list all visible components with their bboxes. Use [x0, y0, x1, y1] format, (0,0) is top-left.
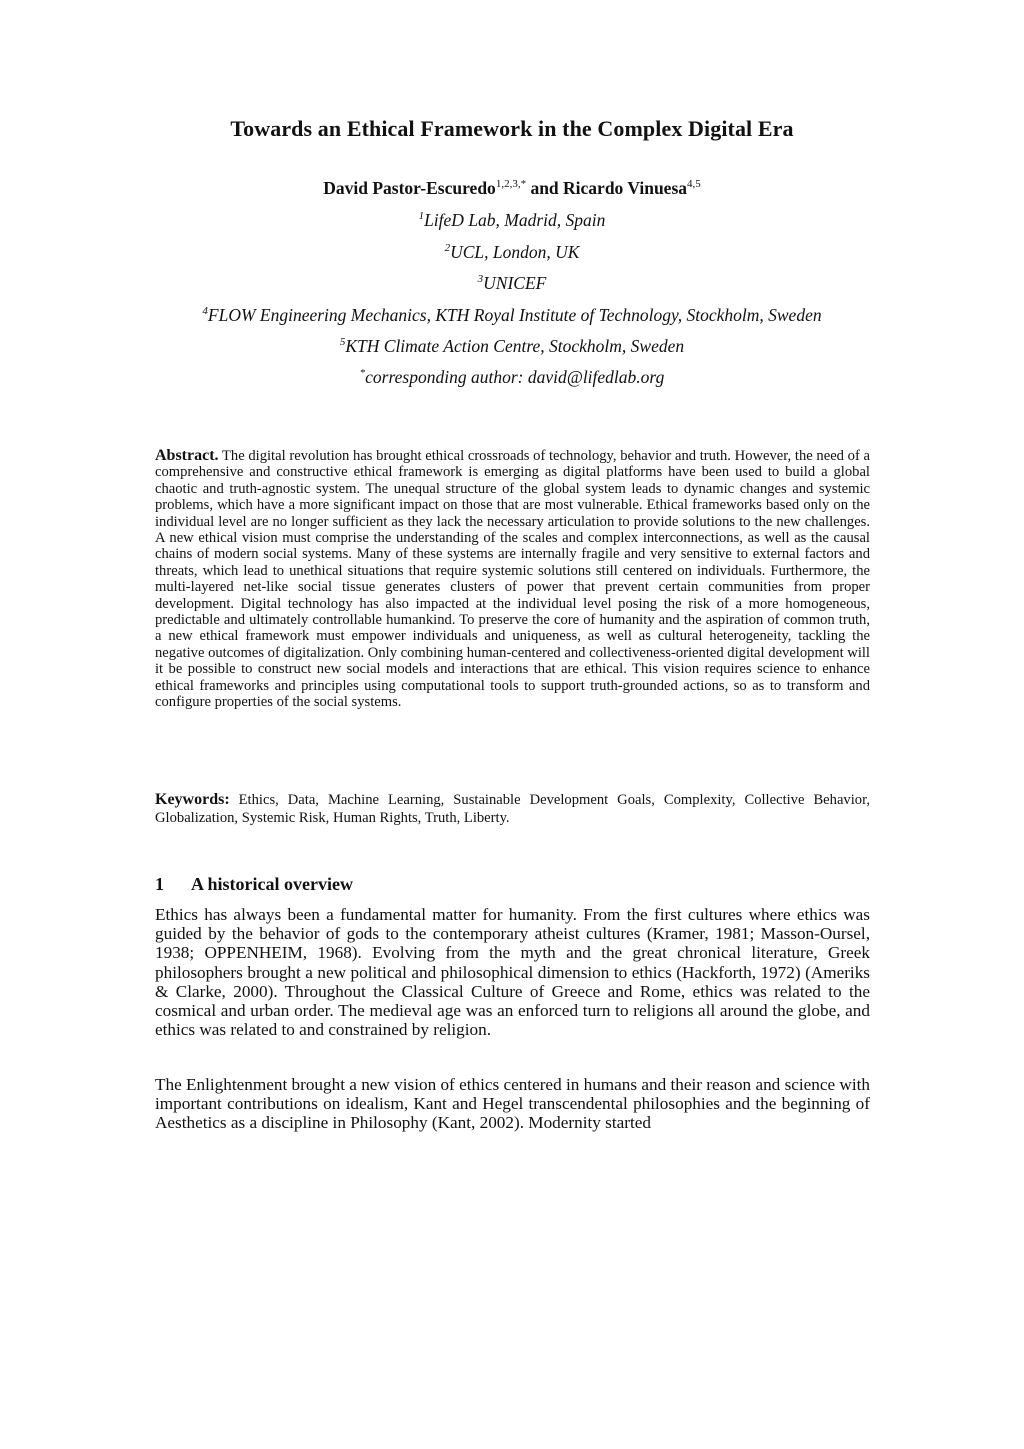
affiliation-text: UNICEF: [483, 273, 547, 293]
author-affiliation-marker: 4,5: [687, 178, 701, 190]
abstract: [155, 448, 870, 711]
author-name: David Pastor-Escuredo: [323, 178, 496, 198]
affiliation-line: [0, 336, 1024, 357]
section-title: A historical overview: [191, 874, 353, 894]
section-number: 1: [155, 874, 164, 894]
affiliation-text: FLOW Engineering Mechanics, KTH Royal Institute of Technology, Stockholm, Sweden: [207, 305, 822, 325]
keywords-text: Ethics, Data, Machine Learning, Sustainable Development Goals, Complexity, Collective Behavior, Globalization, Systemic Risk, Human Rights, Truth, Liberty.: [155, 792, 870, 826]
abstract-label: Abstract.: [155, 447, 219, 464]
corresponding-author-line: [0, 367, 1024, 388]
body-paragraph: The Enlightenment brought a new vision of ethics centered in humans and their reason and science with important contributions on idealism, Kant and Hegel transcendental philosophies and the beginning of Aesthetics as a discipline in Philosophy (Kant, 2002). Modernity started: [155, 1075, 870, 1133]
affiliation-line: [0, 273, 1024, 294]
affiliation-marker: 4: [202, 305, 208, 317]
affiliation-line: [0, 242, 1024, 263]
keywords: [155, 791, 870, 827]
affiliation-marker: 3: [477, 273, 484, 285]
author-affiliation-marker: 1,2,3,*: [495, 178, 527, 190]
corresponding-author-text: corresponding author: david@lifedlab.org: [365, 367, 665, 387]
affiliation-marker: 1: [418, 210, 425, 222]
paper-title: Towards an Ethical Framework in the Complex Digital Era: [230, 116, 794, 141]
affiliation-line: [0, 210, 1024, 231]
keywords-label: Keywords:: [155, 791, 230, 808]
affiliation-text: LifeD Lab, Madrid, Spain: [424, 210, 606, 230]
affiliation-line: [0, 305, 1024, 326]
affiliation-marker: *: [359, 367, 366, 379]
abstract-text: The digital revolution has brought ethical crossroads of technology, behavior and truth. However, the need of a comprehensive and constructive ethical framework is emerging as digital platforms have been used to build a global chaotic and truth-agnostic system. The unequal structure of the global system leads to dynamic changes and systemic problems, which have a more significant impact on those that are most vulnerable. Ethical frameworks based only on the individual level are no longer sufficient as they lack the necessary articulation to provide solutions to the new challenges. A new ethical vision must comprise the understanding of the scales and complex interconnections, as well as the causal chains of modern social systems. Many of these systems are internally fragile and very sensitive to external factors and threats, which lead to unethical situations that require systemic solutions still centered on individuals. Furthermore, the multi-layered net-like social tissue generates clusters of power that prevent certain communities from proper development. Digital technology has also impacted at the individual level posing the risk of a more homogeneous, predictable and ultimately controllable humankind. To preserve the core of humanity and the aspiration of common truth, a new ethical framework must empower individuals and uniqueness, as well as cultural heterogeneity, tackling the negative outcomes of digitalization. Only combining human-centered and collectiveness-oriented digital development will it be possible to construct new social models and interactions that are ethical. This vision requires science to enhance ethical frameworks and principles using computational tools to support truth-grounded actions, so as to transform and configure properties of the social systems.: [155, 448, 870, 711]
affiliation-marker: 5: [339, 336, 346, 348]
affiliation-text: UCL, London, UK: [450, 242, 580, 262]
affiliation-marker: 2: [444, 242, 451, 254]
author-name: Ricardo Vinuesa: [563, 178, 688, 198]
body-paragraph: Ethics has always been a fundamental matter for humanity. From the first cultures where ethics was guided by the behavior of gods to the contemporary atheist cultures (Kramer, 1981; Masson-Oursel, 1938; OPPENHEIM, 1968). Evolving from the myth and the great chronical literature, Greek philosophers brought a new political and philosophical dimension to ethics (Hackforth, 1972) (Ameriks & Clarke, 2000). Throughout the Classical Culture of Greece and Rome, ethics was related to the cosmical and urban order. The medieval age was an enforced turn to religions all around the globe, and ethics was related to and constrained by religion.: [155, 905, 870, 1040]
author-conjunction: and: [526, 178, 564, 198]
affiliation-text: KTH Climate Action Centre, Stockholm, Sweden: [345, 336, 685, 356]
author-line: [0, 178, 1024, 199]
section-heading: [155, 874, 353, 895]
